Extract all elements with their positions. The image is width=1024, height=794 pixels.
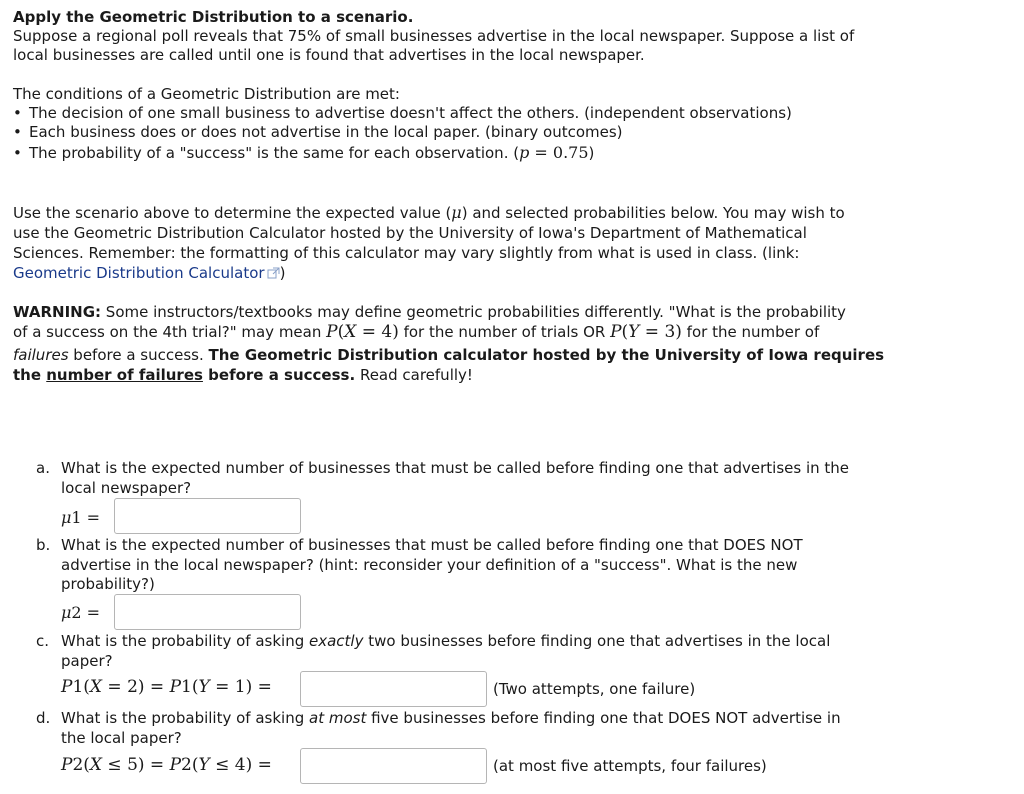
c-note: (Two attempts, one failure)	[493, 680, 696, 698]
at-most-emphasis: at most	[309, 709, 367, 727]
bullet-icon: •	[13, 104, 22, 122]
condition-text: Each business does or does not advertise in the local paper. (binary outcomes)	[29, 123, 623, 141]
question-a-letter: a.	[36, 459, 50, 477]
question-c-line-2: paper?	[61, 652, 113, 670]
warning-line-1	[13, 303, 846, 322]
question-b-line-1: What is the expected number of businesses that must be called before finding one that DOES NOT	[61, 536, 803, 554]
question-d-line-1	[61, 709, 841, 728]
condition-item	[13, 123, 623, 142]
link-close-paren: )	[279, 264, 286, 282]
bullet-icon: •	[13, 123, 22, 141]
question-text: What is the probability of asking	[61, 709, 309, 727]
warning-line-2	[13, 323, 819, 342]
warning-bold-text: before a success.	[202, 366, 356, 384]
warning-text: before a success.	[68, 346, 209, 364]
warning-bold-text: the	[13, 366, 47, 384]
instructions-line-3: Sciences. Remember: the formatting of this calculator may vary slightly from what is used in class. (link:	[13, 244, 800, 262]
question-b-letter: b.	[36, 536, 51, 554]
question-text: two businesses before finding one that advertises in the local	[363, 632, 831, 650]
warning-label: WARNING:	[13, 303, 102, 321]
calculator-link[interactable]	[13, 264, 280, 282]
question-b-line-3: probability?)	[61, 575, 155, 593]
px-formula: P(X = 4)	[326, 322, 399, 342]
scenario-line-2: local businesses are called until one is found that advertises in the local newspaper.	[13, 46, 645, 64]
instructions-text: ) and selected probabilities below. You may wish to	[461, 204, 845, 222]
warning-line-4	[13, 366, 473, 385]
instructions-line-1	[13, 203, 845, 223]
warning-line-3	[13, 346, 884, 365]
question-text: What is the probability of asking	[61, 632, 309, 650]
calculator-link-text[interactable]: Geometric Distribution Calculator	[13, 264, 265, 282]
mu-symbol: μ	[451, 203, 462, 222]
condition-close: )	[588, 144, 595, 162]
condition-item	[13, 143, 594, 163]
page-title: Apply the Geometric Distribution to a scenario.	[13, 8, 414, 26]
mu2-label: μ2 =	[61, 603, 101, 622]
instructions-line-4	[13, 264, 285, 283]
mu1-input[interactable]	[114, 498, 301, 534]
number-of-failures-underline: number of failures	[46, 366, 203, 384]
bullet-icon: •	[13, 144, 22, 162]
py-formula: P(Y = 3)	[610, 322, 682, 342]
mu1-label: μ1 =	[61, 508, 101, 527]
warning-text: Read carefully!	[355, 366, 473, 384]
question-a-line-1: What is the expected number of businesses that must be called before finding one that advertises in the	[61, 459, 850, 477]
p-value: 0.75	[552, 143, 589, 162]
warning-text: of a success on the 4th trial?" may mean	[13, 323, 327, 341]
condition-text: The decision of one small business to advertise doesn't affect the others. (independent observations)	[29, 104, 792, 122]
condition-item	[13, 104, 792, 123]
question-a-line-2: local newspaper?	[61, 479, 192, 497]
condition-text: The probability of a "success" is the same for each observation. (	[29, 144, 520, 162]
question-c-line-1	[61, 632, 830, 651]
warning-text: for the number of trials OR	[398, 323, 611, 341]
question-d-line-2: the local paper?	[61, 729, 182, 747]
instructions-text: Use the scenario above to determine the expected value (	[13, 204, 452, 222]
question-d-letter: d.	[36, 709, 51, 727]
failures-emphasis: failures	[13, 346, 69, 364]
c-probability-input[interactable]	[300, 671, 487, 707]
c-formula: P1(X = 2) = P1(Y = 1) =	[61, 677, 272, 697]
d-note: (at most five attempts, four failures)	[493, 757, 767, 775]
warning-text: Some instructors/textbooks may define geometric probabilities differently. "What is the probability	[101, 303, 846, 321]
warning-text: for the number of	[681, 323, 820, 341]
question-b-line-2: advertise in the local newspaper? (hint: reconsider your definition of a "success". What is the new	[61, 556, 798, 574]
question-c-letter: c.	[36, 632, 50, 650]
warning-bold-text: The Geometric Distribution calculator hosted by the University of Iowa requires	[208, 346, 885, 364]
external-link-icon[interactable]	[267, 267, 280, 279]
question-text: five businesses before finding one that DOES NOT advertise in	[366, 709, 841, 727]
mu2-input[interactable]	[114, 594, 301, 630]
d-formula: P2(X ≤ 5) = P2(Y ≤ 4) =	[61, 755, 272, 775]
instructions-line-2: use the Geometric Distribution Calculator hosted by the University of Iowa's Department of Mathematical	[13, 224, 807, 242]
p-equation: p = 0.75	[519, 143, 589, 162]
conditions-intro: The conditions of a Geometric Distribution are met:	[13, 85, 400, 103]
scenario-line-1: Suppose a regional poll reveals that 75% of small businesses advertise in the local newspaper. Suppose a list of	[13, 27, 855, 45]
d-probability-input[interactable]	[300, 748, 487, 784]
exactly-emphasis: exactly	[309, 632, 364, 650]
